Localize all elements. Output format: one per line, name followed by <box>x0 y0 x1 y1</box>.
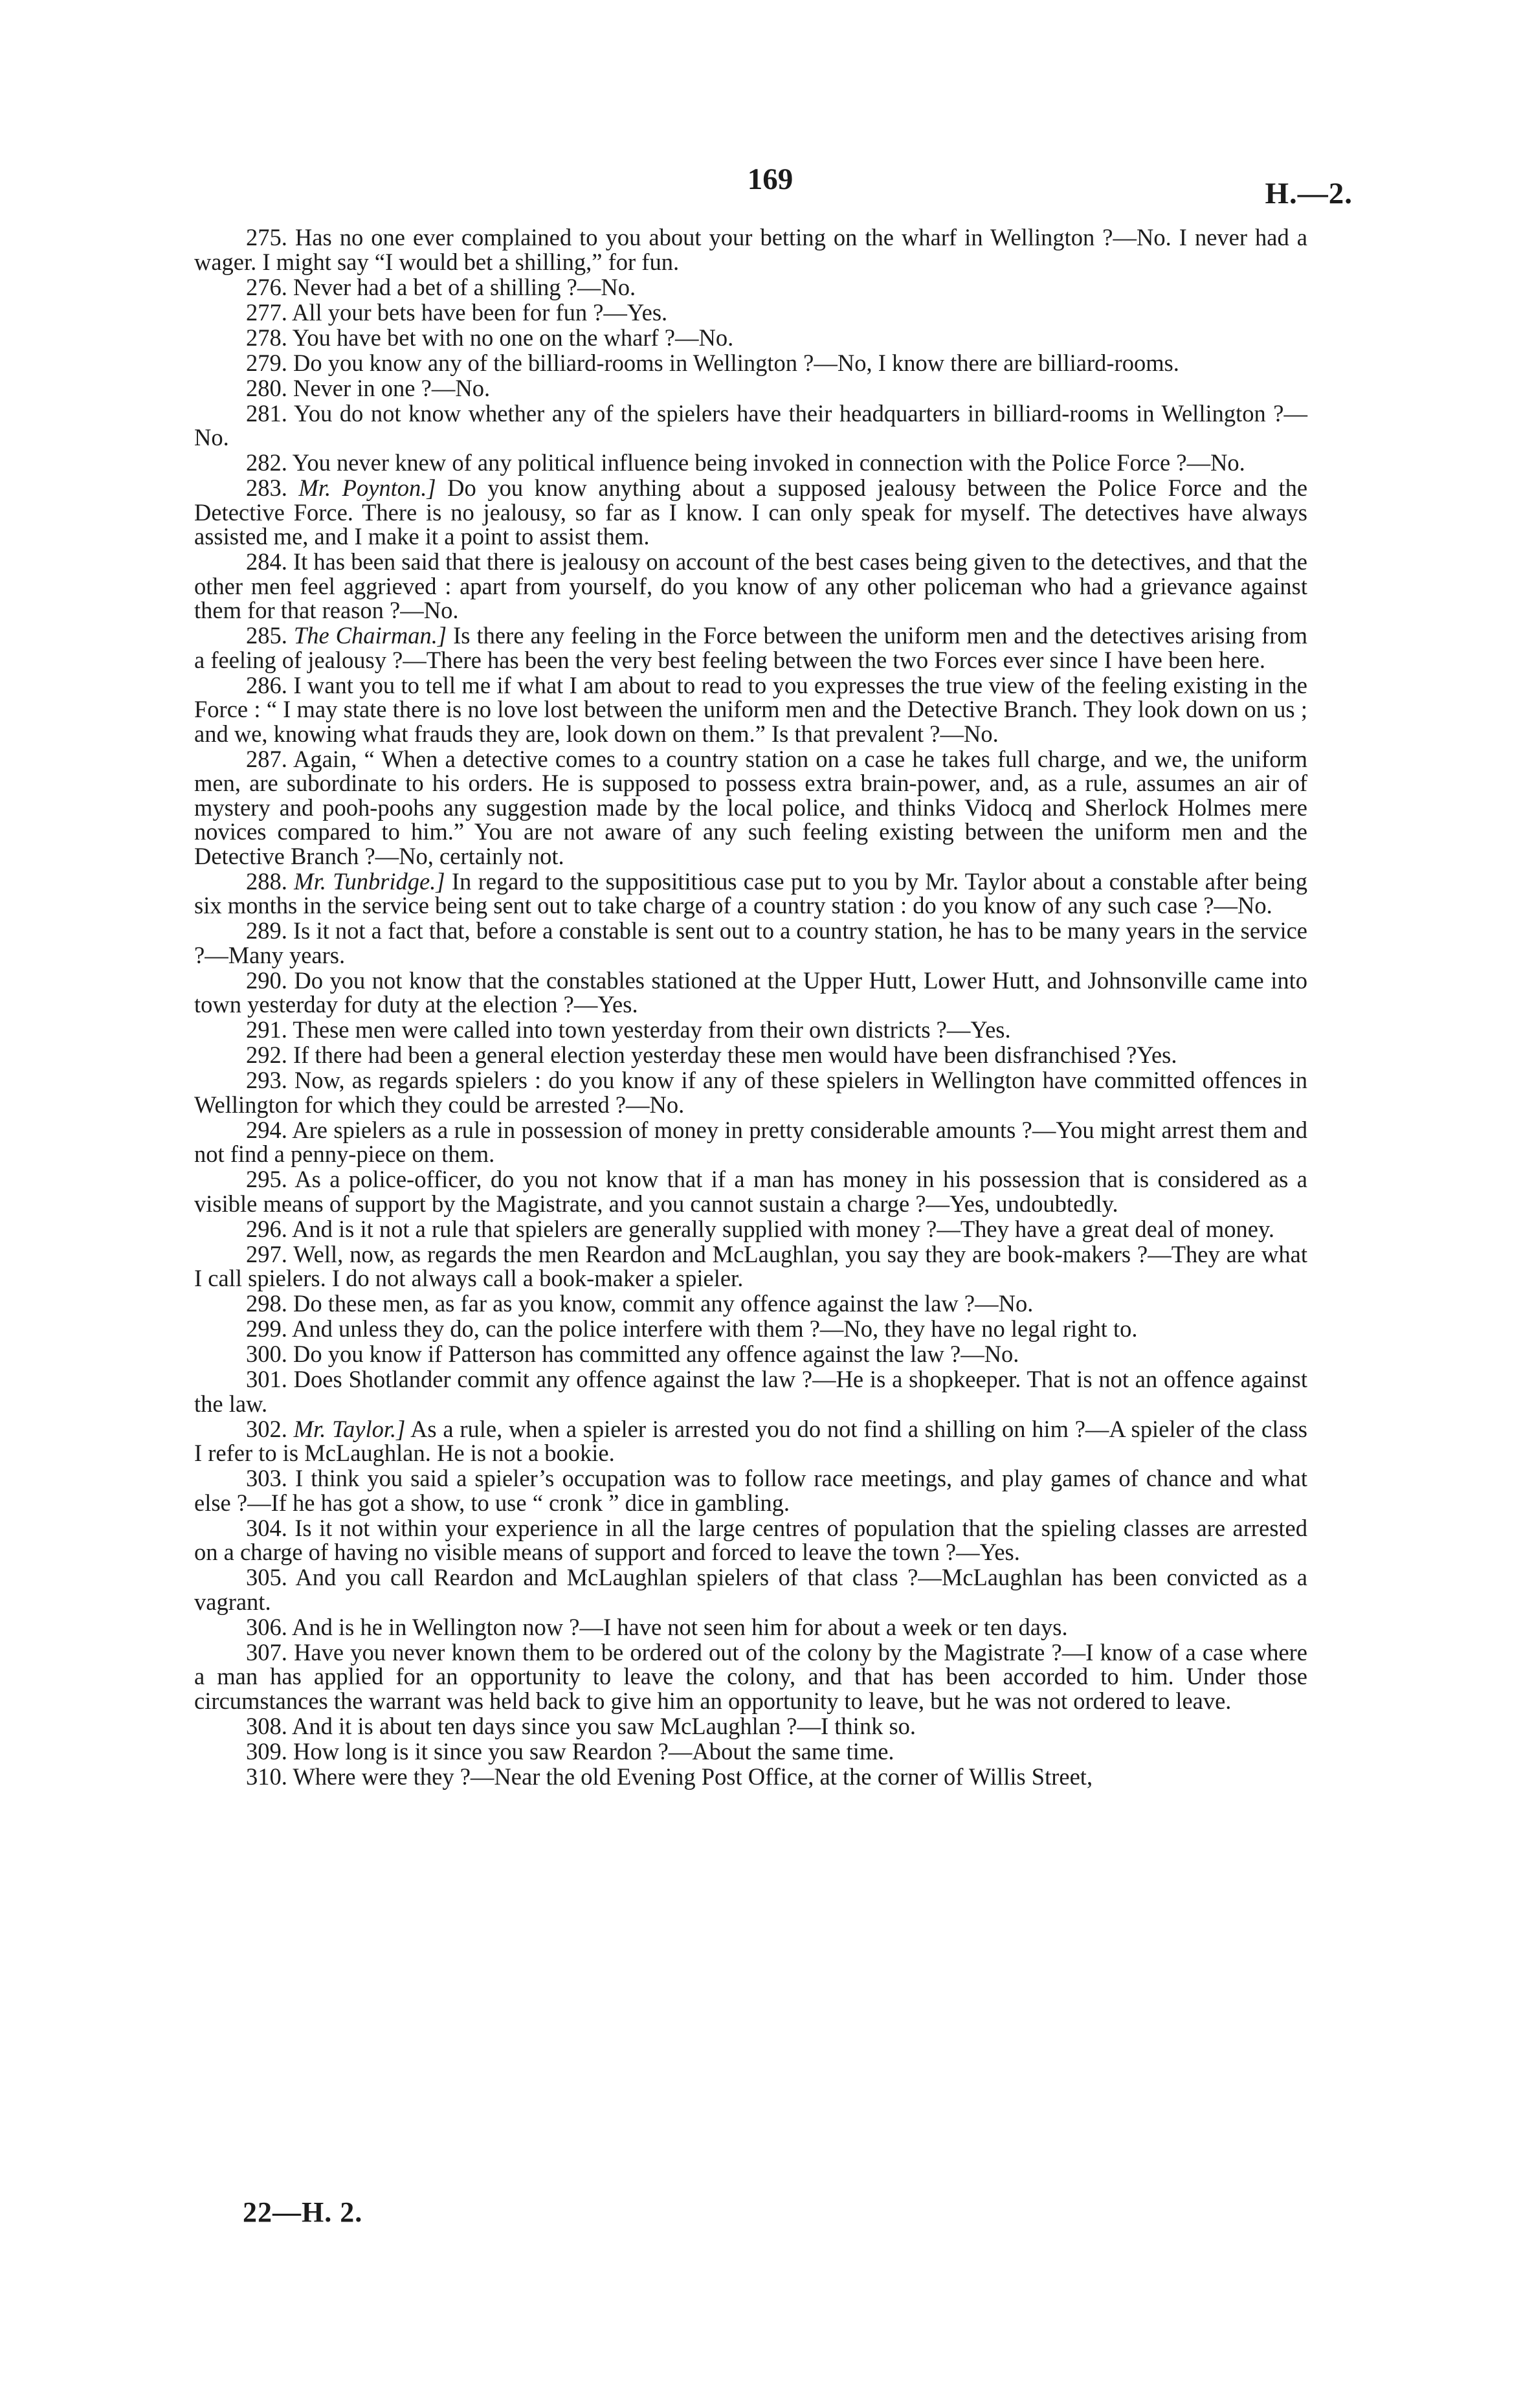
testimony-paragraph: 278. You have bet with no one on the wharf ?—No. <box>246 324 734 351</box>
testimony-paragraph: 296. And is it not a rule that spielers are generally supplied with money ?—They have a great deal of money. <box>246 1215 1274 1242</box>
testimony-paragraph: 305. And you call Reardon and McLaughlan spielers of that class ?—McLaughlan has been convicted as a vagrant. <box>194 1564 1307 1615</box>
speaker-label: Mr. Tunbridge.] <box>294 867 445 895</box>
testimony-paragraph: 300. Do you know if Patterson has committed any offence against the law ?—No. <box>246 1341 1019 1367</box>
testimony-paragraph <box>194 869 1307 918</box>
question-number: 302. <box>246 1415 287 1442</box>
speaker-label: The Chairman.] <box>293 622 447 649</box>
testimony-paragraph: 308. And it is about ten days since you saw McLaughlan ?—I think so. <box>246 1712 916 1739</box>
testimony-paragraph: 280. Never in one ?—No. <box>246 374 491 401</box>
page-number: 169 <box>747 162 794 196</box>
testimony-paragraph <box>194 1417 1307 1466</box>
testimony-paragraph: 284. It has been said that there is jealousy on account of the best cases being given to the detectives, and that the other men feel aggrieved : apart from yourself, do you know of any other policeman who had a grievance against them for that reason ?—No. <box>194 548 1307 623</box>
testimony-paragraph: 292. If there had been a general election yesterday these men would have been disfranchised ?Yes. <box>246 1042 1177 1068</box>
testimony-paragraph: 298. Do these men, as far as you know, commit any offence against the law ?—No. <box>246 1290 1034 1317</box>
testimony-paragraph: 281. You do not know whether any of the spielers have their headquarters in billiard-rooms in Wellington ?—No. <box>194 399 1307 451</box>
testimony-paragraph: 307. Have you never known them to be ordered out of the colony by the Magistrate ?—I know of a case where a man has applied for an opportunity to leave the colony, and that has been accorded to him. Under those circumstances the warrant was held back to give him an opportunity to leave, but he was not ordered to leave. <box>194 1638 1307 1714</box>
testimony-paragraph: 276. Never had a bet of a shilling ?—No. <box>246 273 636 300</box>
testimony-paragraph: 310. Where were they ?—Near the old Evening Post Office, at the corner of Willis Street, <box>246 1763 1093 1790</box>
evidence-body <box>194 225 1307 1790</box>
testimony-paragraph: 291. These men were called into town yesterday from their own districts ?—Yes. <box>246 1016 1011 1043</box>
question-text: Do you know anything about a supposed jealousy between the Police Force and the Detective Force. There is no jealousy, so far as I know. I can only speak for myself. The detectives have always assisted me, and I make it a point to assist them. <box>194 474 1308 550</box>
speaker-label: Mr. Taylor.] <box>293 1415 406 1442</box>
speaker-label: Mr. Poynton.] <box>298 474 436 501</box>
testimony-paragraph <box>194 623 1307 672</box>
testimony-paragraph: 306. And is he in Wellington now ?—I have not seen him for about a week or ten days. <box>246 1613 1068 1640</box>
testimony-paragraph: 297. Well, now, as regards the men Reardon and McLaughlan, you say they are book-makers ?—They are what I call spielers. I do not always call a book-maker a spieler. <box>194 1240 1307 1291</box>
testimony-paragraph: 287. Again, “ When a detective comes to a country station on a case he takes full charge, and we, the uniform men, are subordinate to his orders. He is supposed to possess extra brain-power, and, as a rule, assumes an air of mystery and pooh-poohs any suggestion made by the local police, and thinks Vidocq and Sherlock Holmes mere novices compared to him.” You are not aware of any such feeling existing between the uniform men and the Detective Branch ?—No, certainly not. <box>194 745 1307 869</box>
testimony-paragraph: 299. And unless they do, can the police interfere with them ?—No, they have no legal right to. <box>246 1315 1138 1342</box>
testimony-paragraph: 277. All your bets have been for fun ?—Yes. <box>246 298 668 326</box>
question-text: In regard to the supposititious case put to you by Mr. Taylor about a constable after being six months in the service being sent out to take charge of a country station : do you know of any such case ?—No. <box>194 867 1307 919</box>
testimony-paragraph: 286. I want you to tell me if what I am about to read to you expresses the true view of the feeling existing in the Force : “ I may state there is no love lost between the uniform men and the Detective Branch. They look down on us ; and we, knowing what frauds they are, look down on them.” Is that prevalent ?—No. <box>194 671 1307 747</box>
testimony-paragraph: 279. Do you know any of the billiard-rooms in Wellington ?—No, I know there are billiard-rooms. <box>246 349 1179 376</box>
testimony-paragraph: 301. Does Shotlander commit any offence against the law ?—He is a shopkeeper. That is not an offence against the law. <box>194 1366 1307 1417</box>
testimony-paragraph: 290. Do you not know that the constables stationed at the Upper Hutt, Lower Hutt, and Johnsonville came into town yesterday for duty at the election ?—Yes. <box>194 966 1307 1018</box>
testimony-paragraph <box>194 476 1307 549</box>
testimony-paragraph: 282. You never knew of any political influence being invoked in connection with the Police Force ?—No. <box>246 449 1245 476</box>
testimony-paragraph: 294. Are spielers as a rule in possession of money in pretty considerable amounts ?—You might arrest them and not find a penny-piece on them. <box>194 1116 1307 1167</box>
testimony-paragraph: 304. Is it not within your experience in all the large centres of population that the spieling classes are arrested on a charge of having no visible means of support and forced to leave the town ?—Yes. <box>194 1514 1307 1565</box>
question-number: 283. <box>246 474 287 501</box>
testimony-paragraph: 275. Has no one ever complained to you about your betting on the wharf in Wellington ?—No. I never had a wager. I might say “I would bet a shilling,” for fun. <box>194 224 1307 275</box>
question-number: 288. <box>246 867 287 895</box>
testimony-paragraph: 295. As a police-officer, do you not know that if a man has money in his possession that is considered as a visible means of support by the Magistrate, and you cannot sustain a charge ?—Yes, undoubtedly. <box>194 1166 1307 1217</box>
testimony-paragraph: 293. Now, as regards spielers : do you know if any of these spielers in Wellington have committed offences in Wellington for which they could be arrested ?—No. <box>194 1067 1307 1118</box>
question-text: As a rule, when a spieler is arrested you do not find a shilling on him ?—A spieler of the class I refer to is McLaughlan. He is not a bookie. <box>194 1415 1307 1466</box>
document-reference: H.—2. <box>1265 177 1353 210</box>
testimony-paragraph: 303. I think you said a spieler’s occupation was to follow race meetings, and play games of chance and what else ?—If he has got a show, to use “ cronk ” dice in gambling. <box>194 1465 1307 1516</box>
printer-signature-mark: 22—H. 2. <box>243 2196 363 2228</box>
question-text: Is there any feeling in the Force between the uniform men and the detectives arising from a feeling of jealousy ?—There has been the very best feeling between the two Forces ever since I have been here. <box>194 622 1308 673</box>
testimony-paragraph: 289. Is it not a fact that, before a constable is sent out to a country station, he has to be many years in the service ?—Many years. <box>194 917 1307 968</box>
question-number: 285. <box>246 622 287 649</box>
testimony-paragraph: 309. How long is it since you saw Reardon ?—About the same time. <box>246 1737 894 1765</box>
